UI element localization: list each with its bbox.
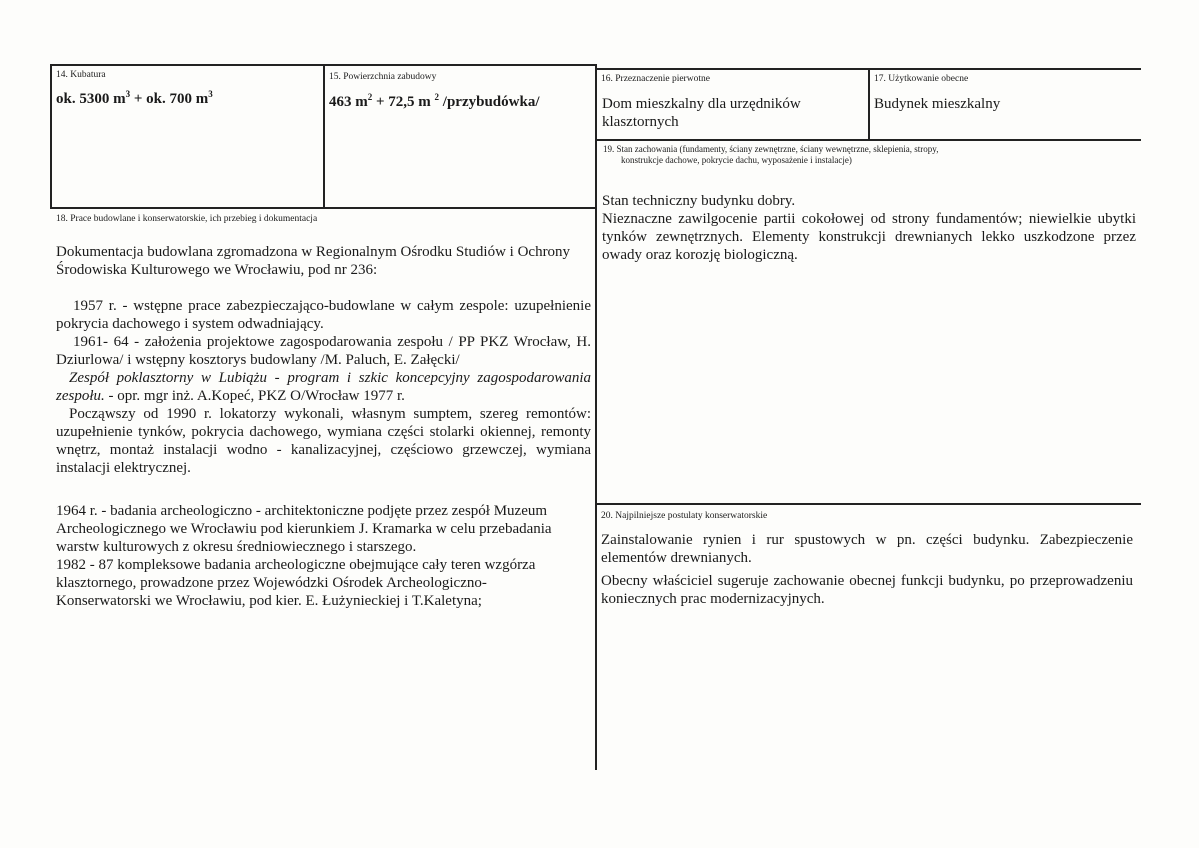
field-19-p2: Nieznaczne zawilgocenie partii cokołowej od strony fundamentów; niewielkie ubytki tynków zewnętrznych. Elementy konstrukcji drewnianych lekko uszkodzone przez owady oraz korozję biologiczną. <box>602 211 1136 263</box>
arch-line-1: 1964 r. - badania archeologiczno - architektoniczne podjęte przez zespół Muzeum <box>56 503 548 519</box>
arch-line-4: 1982 - 87 kompleksowe badania archeologiczne obejmujące cały teren wzgórza <box>56 557 536 573</box>
field-20-p2: Obecny właściciel sugeruje zachowanie obecnej funkcji budynku, po przeprowadzeniu koniecznych prac modernizacyjnych. <box>601 573 1133 607</box>
field-20-text <box>601 531 1133 608</box>
arch-line-2: Archeologicznego we Wrocławiu pod kierunkiem J. Kramarka w celu przebadania <box>56 521 552 537</box>
rule-below-19 <box>595 503 1141 505</box>
entry-1957: 1957 r. - wstępne prace zabezpieczająco-budowlane w całym zespole: uzupełnienie pokrycia dachowego i system odwadniający. <box>56 298 591 332</box>
field-19-text <box>602 192 1136 264</box>
rule-center <box>595 64 597 770</box>
entry-1990: Począwszy od 1990 r. lokatorzy wykonali, własnym sumptem, szereg remontów: uzupełnienie tynków, pokrycia dachowego, wymiana części stolarki okiennej, remonty wnętrz, montaż instalacji wodno - kanalizacyjnej, częściowo grzewczej, wymiana instalacji elektrycznej. <box>56 406 591 476</box>
field-15-label: 15. Powierzchnia zabudowy <box>329 72 437 82</box>
field-18-label: 18. Prace budowlane i konserwatorskie, ich przebieg i dokumentacja <box>56 214 318 224</box>
field-18-intro: Dokumentacja budowlana zgromadzona w Regionalnym Ośrodku Studiów i Ochrony Środowiska Kulturowego we Wrocławiu, pod nr 236: <box>56 244 571 278</box>
field-16-value-line-2: klasztornych <box>602 114 679 130</box>
field-15-value: 463 $m^2 + 72,5$ m $^2$ /przybudówka/ <box>329 92 540 110</box>
field-14-value: ok. 5300 $m^3$ + ok. 700 $m^3$ <box>56 89 213 107</box>
field-19-label-line-1: 19. Stan zachowania (fundamenty, ściany zewnętrzne, ściany wewnętrzne, sklepienia, stropy, <box>603 144 939 154</box>
arch-line-5: klasztornego, prowadzone przez Wojewódzki Ośrodek Archeologiczno- <box>56 575 487 591</box>
field-14-label: 14. Kubatura <box>56 70 106 80</box>
rule-left <box>50 64 52 208</box>
rule-below-14-15 <box>50 207 597 209</box>
field-16-value-line-1: Dom mieszkalny dla urzędników <box>602 96 801 112</box>
rule-16-17 <box>868 68 870 140</box>
field-18-entries <box>56 297 591 477</box>
field-20-p1: Zainstalowanie rynien i rur spustowych w pn. części budynku. Zabezpieczenie elementów drewnianych. <box>601 532 1133 566</box>
rule-14-15 <box>323 64 325 208</box>
field-16-label: 16. Przeznaczenie pierwotne <box>601 74 710 84</box>
rule-below-16-17 <box>595 139 1141 141</box>
entry-1977: Zespół poklasztorny w Lubiążu - program i szkic koncepcyjny zagospodarowania zespołu. - opr. mgr inż. A.Kopeć, PKZ O/Wrocław 1977 r. <box>56 370 591 404</box>
field-19-label-line-2: konstrukcje dachowe, pokrycie dachu, wyposażenie i instalacje) <box>621 155 852 165</box>
field-19-p1: Stan techniczny budynku dobry. <box>602 193 796 209</box>
field-18-archaeology <box>56 502 592 610</box>
arch-line-6: Konserwatorski we Wrocławiu, pod kier. E. Łużynieckiej i T.Kaletyna; <box>56 593 482 609</box>
field-17-value: Budynek mieszkalny <box>874 96 1001 112</box>
entry-1961: 1961- 64 - założenia projektowe zagospodarowania zespołu / PP PKZ Wrocław, H. Dziurlowa/ i wstępny kosztorys budowlany /M. Paluch, E. Załęcki/ <box>56 334 591 368</box>
arch-line-3: warstw kulturowych z okresu średniowiecznego i starszego. <box>56 539 417 555</box>
field-20-label: 20. Najpilniejsze postulaty konserwatorskie <box>601 511 768 521</box>
field-17-label: 17. Użytkowanie obecne <box>874 74 969 84</box>
